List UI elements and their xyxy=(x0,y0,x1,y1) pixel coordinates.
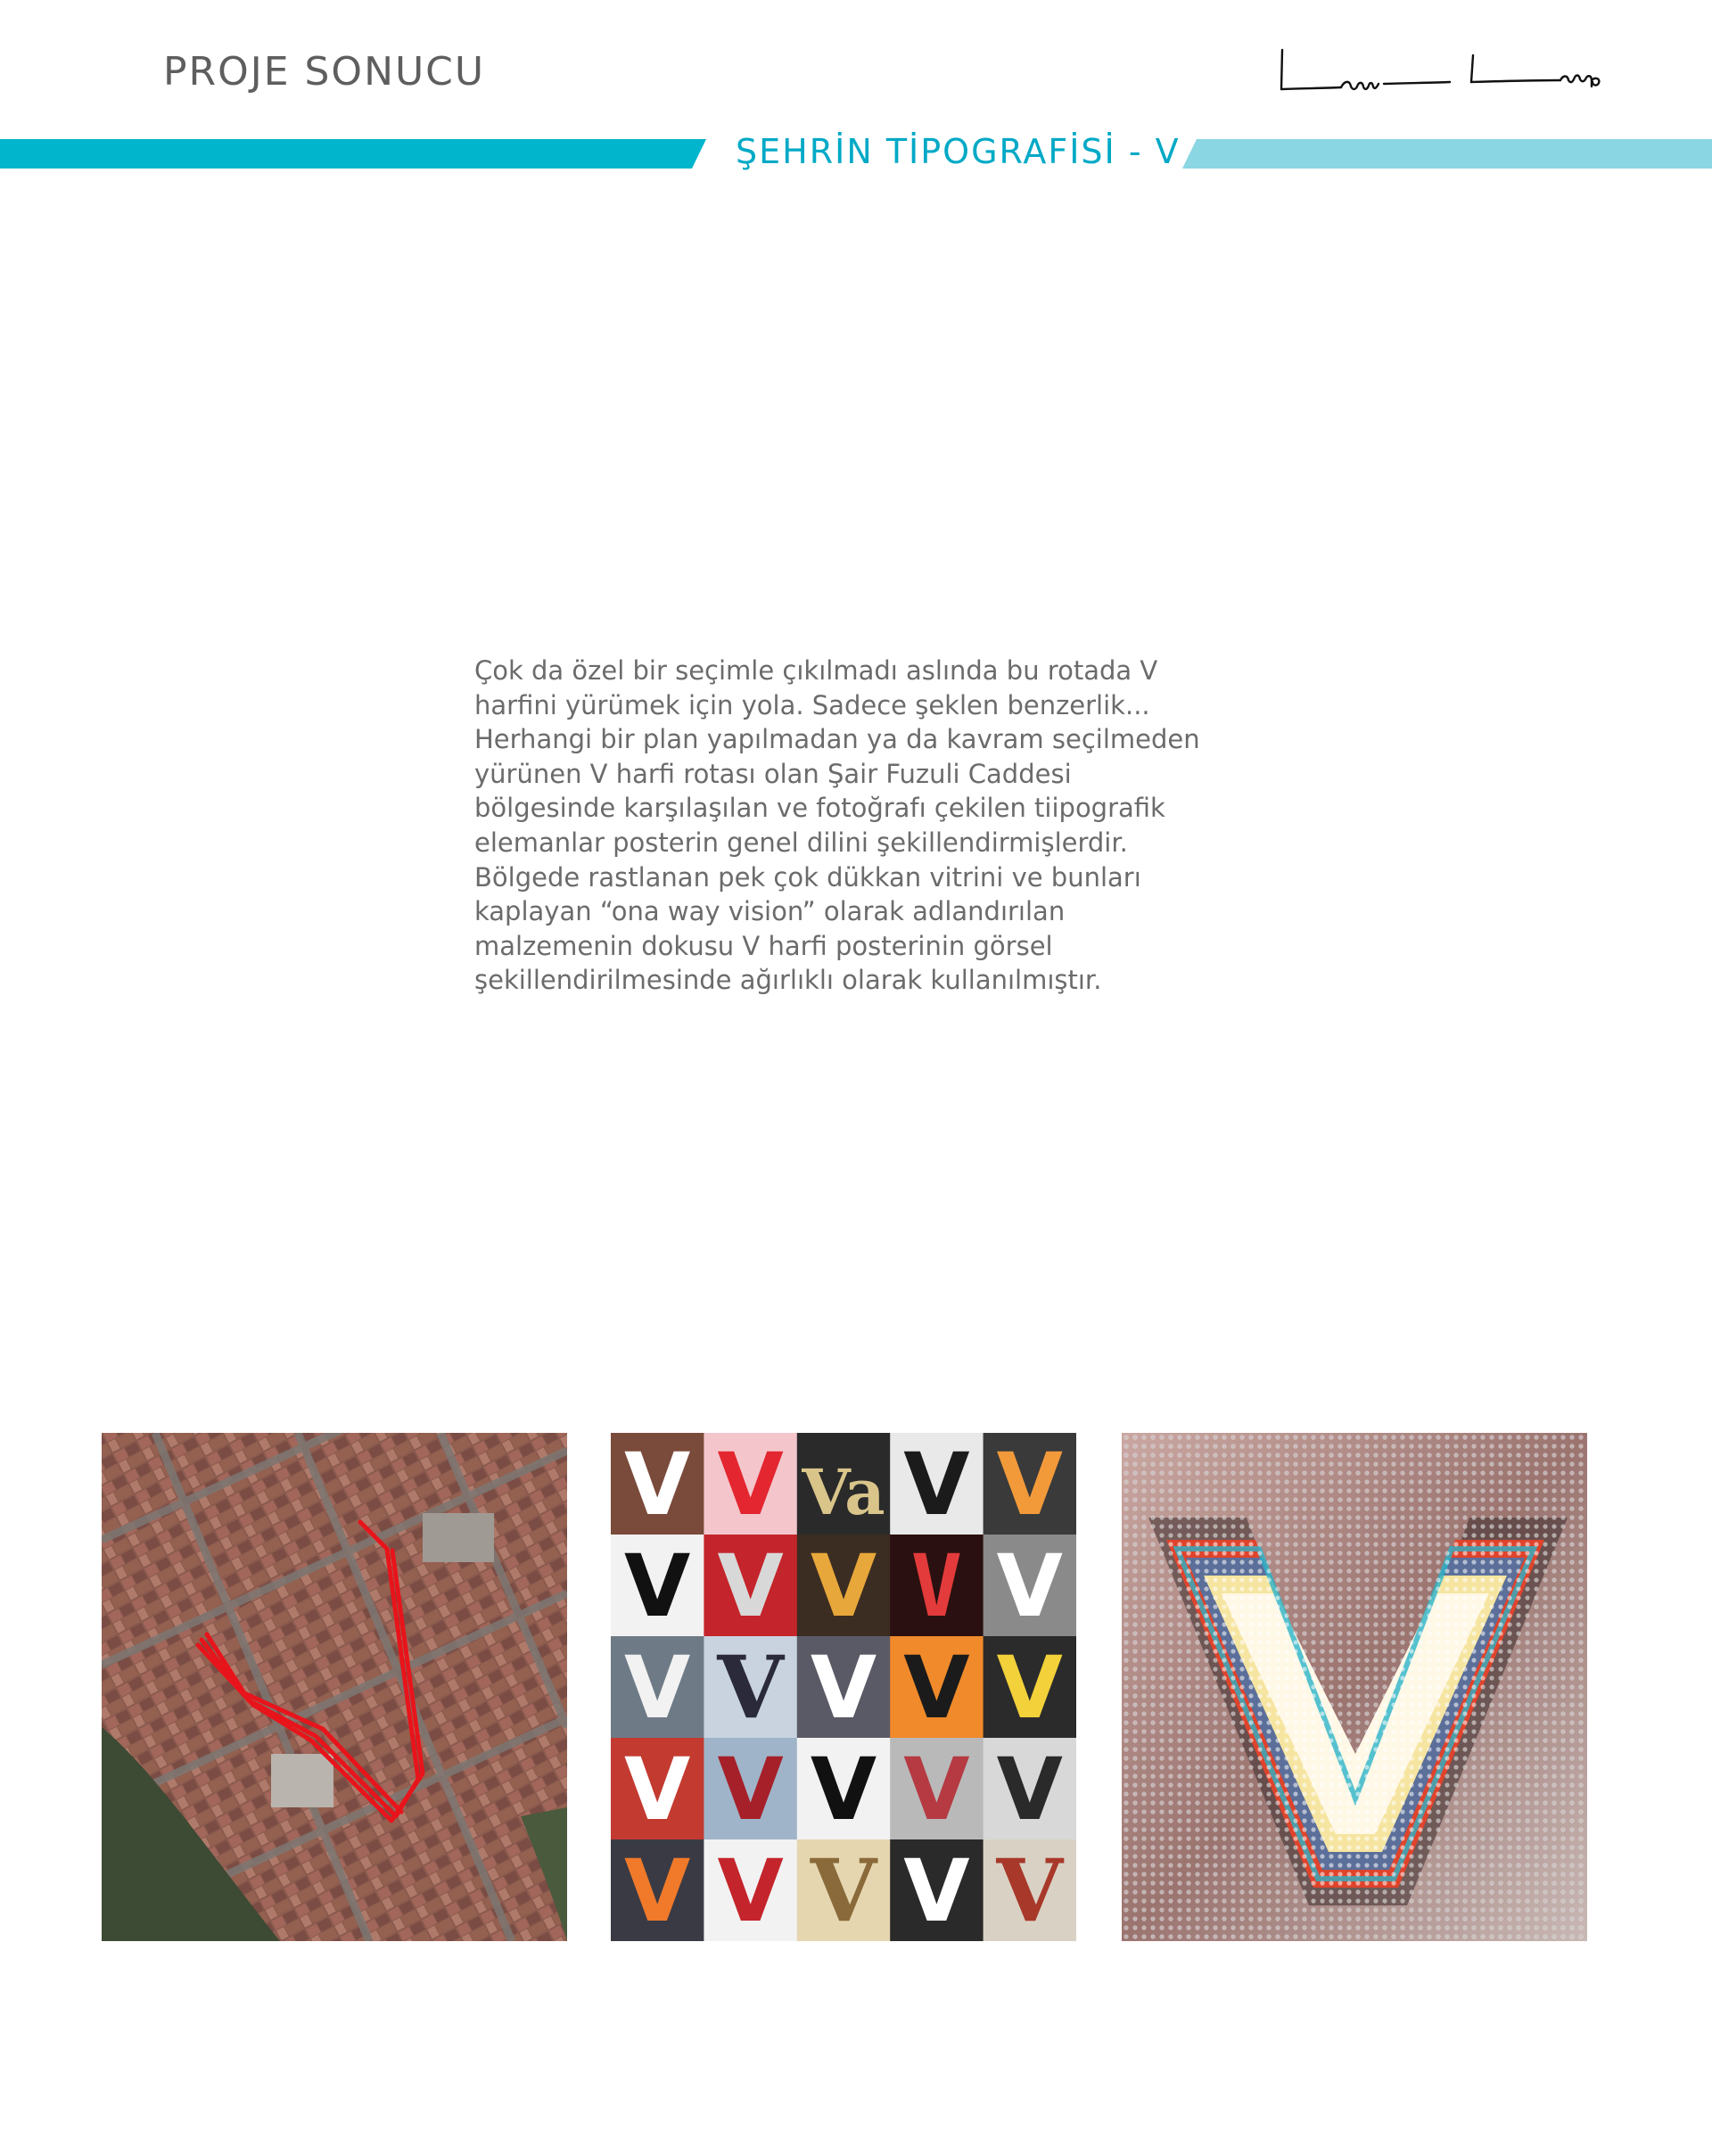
collage-letter: V xyxy=(903,1740,970,1840)
body-paragraph: Çok da özel bir seçimle çıkılmadı aslında bu rotada V harfini yürümek için yola. Sadece şeklen benzerlik... Herhangi bir plan yapılmadan ya da kavram seçilmeden yürünen V harfi rotası olan Şair Fuzuli Caddesi bölgesinde karşılaşılan ve fotoğrafı çekilen tiipografik elemanlar posterin genel dilini şekillendirmişlerdir. Bölgede rastlanan pek çok dükkan vitrini ve bunları kaplayan “ona way vision” olarak adlandırılan malzemenin dokusu V harfi posterinin görsel şekillendirilmesinde ağırlıklı olarak kullanılmıştır. xyxy=(474,655,1200,996)
collage-letter: V xyxy=(903,1435,970,1535)
collage-tile xyxy=(797,1433,891,1535)
collage-tile xyxy=(890,1433,984,1535)
collage-letter: Va xyxy=(802,1455,885,1530)
collage-letter: V xyxy=(910,1536,963,1637)
collage-letter: V xyxy=(996,1536,1063,1637)
accent-band-left xyxy=(0,139,706,169)
collage-tile xyxy=(611,1738,704,1840)
v-letter-collage-image xyxy=(611,1433,1076,1941)
collage-tile xyxy=(984,1433,1076,1535)
collage-tile xyxy=(611,1839,704,1941)
collage-tile xyxy=(611,1535,704,1637)
collage-letter: V xyxy=(717,1536,784,1637)
collage-letter: V xyxy=(810,1840,877,1941)
collage-tile xyxy=(797,1535,891,1637)
v-poster-image xyxy=(1122,1433,1587,1941)
collage-letter: V xyxy=(717,1435,784,1535)
collage-letter: V xyxy=(996,1638,1063,1739)
collage-letter: V xyxy=(624,1740,691,1840)
signature-logo xyxy=(1275,46,1625,96)
collage-letter: V xyxy=(717,1637,784,1739)
section-title: ŞEHRİN TİPOGRAFİSİ - V xyxy=(736,132,1181,171)
collage-tile xyxy=(984,1738,1076,1840)
collage-letter: V xyxy=(810,1536,877,1637)
collage-tile xyxy=(611,1636,704,1739)
collage-letter: V xyxy=(624,1536,691,1637)
collage-letter: V xyxy=(996,1435,1063,1535)
collage-tile xyxy=(984,1636,1076,1739)
collage-tile xyxy=(984,1839,1076,1941)
collage-letter: V xyxy=(996,1740,1063,1840)
collage-tile xyxy=(797,1636,891,1739)
collage-tile xyxy=(890,1535,984,1637)
collage-tile xyxy=(704,1433,797,1535)
collage-tile xyxy=(704,1839,797,1941)
accent-band-right xyxy=(1182,139,1712,169)
collage-tile xyxy=(984,1535,1076,1637)
collage-tile xyxy=(611,1433,704,1535)
collage-tile xyxy=(704,1535,797,1637)
aerial-map-image xyxy=(102,1433,567,1941)
collage-letter: V xyxy=(810,1740,877,1840)
collage-letter: V xyxy=(624,1638,691,1739)
collage-tile xyxy=(797,1738,891,1840)
collage-letter: V xyxy=(903,1638,970,1739)
collage-tile xyxy=(704,1636,797,1739)
collage-tile xyxy=(704,1738,797,1840)
collage-letter: V xyxy=(810,1638,877,1739)
collage-letter: V xyxy=(717,1740,784,1840)
collage-tile xyxy=(890,1839,984,1941)
collage-letter: V xyxy=(903,1841,970,1941)
collage-letter: V xyxy=(717,1841,784,1941)
collage-tile xyxy=(890,1738,984,1840)
collage-letter: V xyxy=(624,1841,691,1941)
page-title: PROJE SONUCU xyxy=(163,49,486,95)
collage-tile xyxy=(797,1839,891,1941)
collage-tile xyxy=(890,1636,984,1739)
collage-letter: V xyxy=(624,1435,691,1535)
collage-letter: V xyxy=(996,1840,1064,1941)
